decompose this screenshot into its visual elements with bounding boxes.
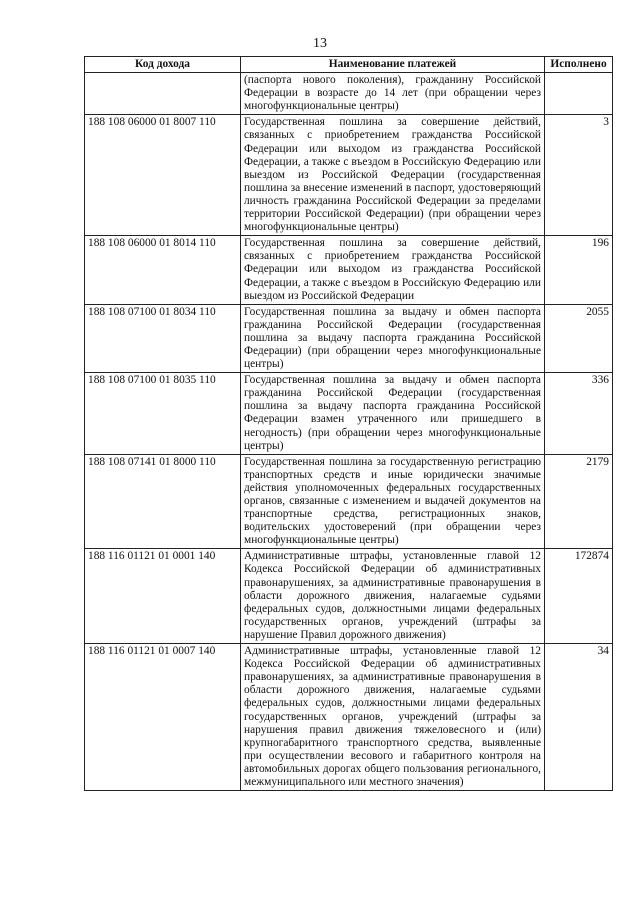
executed-amount-cell: 34 [545,644,613,791]
income-code-cell: 188 116 01121 01 0001 140 [85,549,241,644]
payment-name-cell: Государственная пошлина за выдачу и обмен паспорта гражданина Российской Федерации (государственная пошлина за выдачу паспорта гражданина Российской Федерации) (при обращении через многофункциональные центры) [241,304,545,372]
executed-amount-cell: 2055 [545,304,613,372]
payment-name-cell: Государственная пошлина за выдачу и обмен паспорта гражданина Российской Федерации (государственная пошлина за выдачу паспорта гражданина Российской Федерации взамен утраченного или пришедшего в негодность) (при обращении через многофункциональные центры) [241,373,545,455]
table-row [85,236,613,304]
income-code-cell: 188 108 06000 01 8014 110 [85,236,241,304]
header-payment-name: Наименование платежей [241,57,545,73]
payment-name-cell: Государственная пошлина за совершение действий, связанных с приобретением гражданства Российской Федерации или выходом из гражданства Российской Федерации, а также с въездом в Российскую Федерацию или выездом из Российской Федерации (государственная пошлина за внесение изменений в паспорт, удостоверяющий личность гражданина Российской Федерации за пределами территории Российской Федерации) (при обращении через многофункциональные центры) [241,115,545,236]
income-code-cell: 188 108 07141 01 8000 110 [85,454,241,549]
payment-name-cell: Административные штрафы, установленные главой 12 Кодекса Российской Федерации об административных правонарушениях, за административные правонарушения в области дорожного движения, налагаемые судьями федеральных судов, должностными лицами федеральных государственных органов, учреждений (штрафы за нарушения правил движения тяжеловесного и (или) крупногабаритного транспортного средства, выявленные при осуществлении весового и габаритного контроля на автомобильных дорогах общего пользования регионального, межмуниципального или местного значения) [241,644,545,791]
executed-amount-cell: 196 [545,236,613,304]
revenue-table [84,56,613,791]
payment-name-cell: Административные штрафы, установленные главой 12 Кодекса Российской Федерации об административных правонарушениях, за административные правонарушения в области дорожного движения, налагаемые судьями федеральных судов, должностными лицами федеральных государственных органов, учреждений (штрафы за нарушение Правил дорожного движения) [241,549,545,644]
payment-name-cell: Государственная пошлина за государственную регистрацию транспортных средств и иные юридически значимые действия уполномоченных федеральных государственных органов, связанные с изменением и выдачей документов на транспортные средства, регистрационных знаков, водительских удостоверений (при обращении через многофункциональные центры) [241,454,545,549]
executed-amount-cell: 3 [545,115,613,236]
executed-amount-cell: 172874 [545,549,613,644]
income-code-cell: 188 108 06000 01 8007 110 [85,115,241,236]
executed-amount-cell: 336 [545,373,613,455]
income-code-cell [85,73,241,115]
table-row [85,373,613,455]
table-row [85,644,613,791]
table-row [85,454,613,549]
income-code-cell: 188 108 07100 01 8034 110 [85,304,241,372]
income-code-cell: 188 116 01121 01 0007 140 [85,644,241,791]
page-number: 13 [313,36,327,51]
table-row [85,304,613,372]
table-row [85,73,613,115]
executed-amount-cell: 2179 [545,454,613,549]
header-income-code: Код дохода [85,57,241,73]
income-code-cell: 188 108 07100 01 8035 110 [85,373,241,455]
table-row [85,549,613,644]
header-executed: Исполнено [545,57,613,73]
table-header-row [85,57,613,73]
payment-name-cell: (паспорта нового поколения), гражданину Российской Федерации в возрасте до 14 лет (при обращении через многофункциональные центры) [241,73,545,115]
executed-amount-cell [545,73,613,115]
payment-name-cell: Государственная пошлина за совершение действий, связанных с приобретением гражданства Российской Федерации или выходом из гражданства Российской Федерации, а также с въездом в Российскую Федерацию или выездом из Российской Федерации [241,236,545,304]
table-row [85,115,613,236]
